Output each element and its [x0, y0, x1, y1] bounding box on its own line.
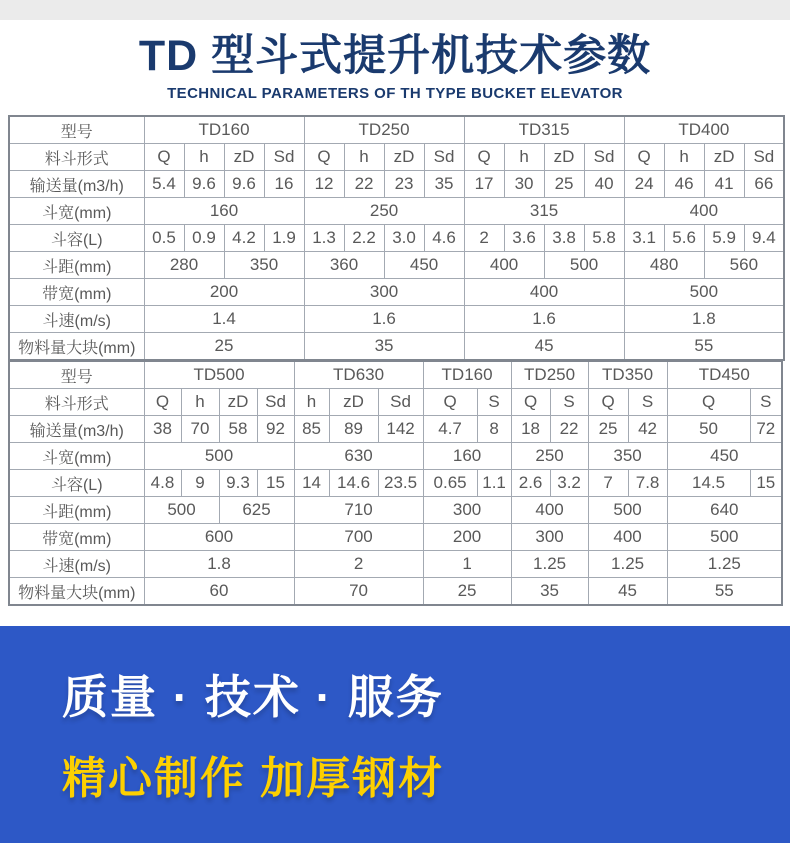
data-cell: 3.0: [384, 225, 424, 252]
data-cell: 0.9: [184, 225, 224, 252]
data-cell: 1.6: [464, 306, 624, 333]
data-cell: 1.25: [667, 551, 782, 578]
table-row: [9, 470, 782, 497]
row-label-cell: 斗速(m/s): [9, 306, 144, 333]
data-cell: 38: [144, 416, 181, 443]
data-cell: 300: [304, 279, 464, 306]
data-cell: h: [294, 389, 329, 416]
data-cell: zD: [704, 144, 744, 171]
spec-table-section: [8, 115, 782, 606]
row-label-cell: 斗距(mm): [9, 252, 144, 279]
data-cell: 400: [511, 497, 588, 524]
row-label-cell: 斗容(L): [9, 225, 144, 252]
row-label-cell: 斗容(L): [9, 470, 144, 497]
data-cell: 500: [624, 279, 784, 306]
data-cell: Q: [464, 144, 504, 171]
data-cell: 85: [294, 416, 329, 443]
data-cell: Sd: [378, 389, 423, 416]
data-cell: TD500: [144, 361, 294, 389]
row-label-cell: 料斗形式: [9, 144, 144, 171]
data-cell: 400: [624, 198, 784, 225]
data-cell: 3.8: [544, 225, 584, 252]
data-cell: Q: [667, 389, 750, 416]
spec-table-block: [8, 360, 783, 606]
data-cell: 560: [704, 252, 784, 279]
data-cell: 14.5: [667, 470, 750, 497]
data-cell: TD250: [304, 116, 464, 144]
data-cell: Sd: [744, 144, 784, 171]
table-row: [9, 306, 784, 333]
data-cell: 500: [588, 497, 667, 524]
data-cell: 72: [750, 416, 782, 443]
data-cell: 22: [344, 171, 384, 198]
data-cell: 3.1: [624, 225, 664, 252]
banner-slogan-quality: 质量 · 技术 · 服务: [62, 671, 444, 724]
data-cell: 35: [304, 333, 464, 361]
data-cell: 700: [294, 524, 423, 551]
data-cell: 600: [144, 524, 294, 551]
data-cell: 500: [144, 497, 219, 524]
data-cell: 160: [423, 443, 511, 470]
table-row: [9, 416, 782, 443]
data-cell: 1: [423, 551, 511, 578]
data-cell: 350: [588, 443, 667, 470]
data-cell: 500: [667, 524, 782, 551]
table-row: [9, 524, 782, 551]
page-title: TD 型斗式提升机技术参数: [138, 32, 652, 80]
data-cell: 66: [744, 171, 784, 198]
data-cell: 24: [624, 171, 664, 198]
data-cell: 1.9: [264, 225, 304, 252]
data-cell: 400: [464, 279, 624, 306]
row-label-cell: 料斗形式: [9, 389, 144, 416]
data-cell: 315: [464, 198, 624, 225]
data-cell: 400: [464, 252, 544, 279]
data-cell: zD: [544, 144, 584, 171]
data-cell: 1.1: [477, 470, 511, 497]
data-cell: 25: [544, 171, 584, 198]
data-cell: 45: [464, 333, 624, 361]
data-cell: zD: [224, 144, 264, 171]
data-cell: 55: [624, 333, 784, 361]
data-cell: 7: [588, 470, 628, 497]
data-cell: Q: [624, 144, 664, 171]
data-cell: 4.8: [144, 470, 181, 497]
data-cell: S: [550, 389, 588, 416]
data-cell: 9.6: [224, 171, 264, 198]
data-cell: 2.6: [511, 470, 550, 497]
table-row: [9, 116, 784, 144]
data-cell: h: [504, 144, 544, 171]
data-cell: 625: [219, 497, 294, 524]
data-cell: 710: [294, 497, 423, 524]
data-cell: 1.25: [588, 551, 667, 578]
table-row: [9, 171, 784, 198]
data-cell: 1.8: [624, 306, 784, 333]
row-label-cell: 带宽(mm): [9, 524, 144, 551]
data-cell: 250: [304, 198, 464, 225]
data-cell: 5.9: [704, 225, 744, 252]
row-label-cell: 物料量大块(mm): [9, 578, 144, 606]
data-cell: 4.7: [423, 416, 477, 443]
table-row: [9, 333, 784, 361]
spec-table-block: [8, 115, 785, 361]
data-cell: 70: [294, 578, 423, 606]
data-cell: zD: [219, 389, 257, 416]
data-cell: 42: [628, 416, 667, 443]
table-row: [9, 551, 782, 578]
data-cell: 4.6: [424, 225, 464, 252]
data-cell: 35: [424, 171, 464, 198]
data-cell: h: [344, 144, 384, 171]
data-cell: 46: [664, 171, 704, 198]
bottom-banner: [0, 626, 790, 843]
data-cell: 360: [304, 252, 384, 279]
data-cell: Sd: [584, 144, 624, 171]
data-cell: 142: [378, 416, 423, 443]
data-cell: 3.2: [550, 470, 588, 497]
table-row: [9, 252, 784, 279]
data-cell: 23.5: [378, 470, 423, 497]
data-cell: 14.6: [329, 470, 378, 497]
data-cell: 400: [588, 524, 667, 551]
data-cell: h: [184, 144, 224, 171]
table-row: [9, 578, 782, 606]
data-cell: 9: [181, 470, 219, 497]
data-cell: Q: [588, 389, 628, 416]
data-cell: 300: [511, 524, 588, 551]
data-cell: 630: [294, 443, 423, 470]
data-cell: zD: [329, 389, 378, 416]
data-cell: TD630: [294, 361, 423, 389]
row-label-cell: 斗距(mm): [9, 497, 144, 524]
banner-slogan-material: 精心制作 加厚钢材: [62, 753, 445, 803]
data-cell: 17: [464, 171, 504, 198]
data-cell: 92: [257, 416, 294, 443]
data-cell: 1.3: [304, 225, 344, 252]
data-cell: Sd: [264, 144, 304, 171]
data-cell: 70: [181, 416, 219, 443]
data-cell: 2: [464, 225, 504, 252]
data-cell: 0.65: [423, 470, 477, 497]
data-cell: 8: [477, 416, 511, 443]
row-label-cell: 斗宽(mm): [9, 443, 144, 470]
data-cell: 16: [264, 171, 304, 198]
data-cell: 450: [667, 443, 782, 470]
data-cell: 60: [144, 578, 294, 606]
table-row: [9, 144, 784, 171]
table-row: [9, 389, 782, 416]
data-cell: 5.6: [664, 225, 704, 252]
data-cell: 640: [667, 497, 782, 524]
data-cell: 0.5: [144, 225, 184, 252]
data-cell: h: [664, 144, 704, 171]
data-cell: 4.2: [224, 225, 264, 252]
data-cell: Sd: [424, 144, 464, 171]
data-cell: 200: [423, 524, 511, 551]
data-cell: 23: [384, 171, 424, 198]
data-cell: S: [750, 389, 782, 416]
table-row: [9, 279, 784, 306]
data-cell: 160: [144, 198, 304, 225]
data-cell: zD: [384, 144, 424, 171]
data-cell: Sd: [257, 389, 294, 416]
data-cell: 12: [304, 171, 344, 198]
data-cell: 35: [511, 578, 588, 606]
data-cell: Q: [511, 389, 550, 416]
data-cell: TD315: [464, 116, 624, 144]
data-cell: 15: [257, 470, 294, 497]
data-cell: Q: [423, 389, 477, 416]
top-strip: [0, 0, 790, 20]
data-cell: 7.8: [628, 470, 667, 497]
data-cell: 300: [423, 497, 511, 524]
data-cell: TD160: [144, 116, 304, 144]
data-cell: 30: [504, 171, 544, 198]
data-cell: 2: [294, 551, 423, 578]
data-cell: 9.4: [744, 225, 784, 252]
row-label-cell: 输送量(m3/h): [9, 171, 144, 198]
table-row: [9, 497, 782, 524]
data-cell: 2.2: [344, 225, 384, 252]
data-cell: TD250: [511, 361, 588, 389]
data-cell: 9.3: [219, 470, 257, 497]
row-label-cell: 型号: [9, 361, 144, 389]
row-label-cell: 型号: [9, 116, 144, 144]
table-row: [9, 198, 784, 225]
row-label-cell: 斗宽(mm): [9, 198, 144, 225]
data-cell: 40: [584, 171, 624, 198]
data-cell: 350: [224, 252, 304, 279]
data-cell: TD160: [423, 361, 511, 389]
data-cell: Q: [304, 144, 344, 171]
data-cell: 9.6: [184, 171, 224, 198]
data-cell: 280: [144, 252, 224, 279]
data-cell: 55: [667, 578, 782, 606]
data-cell: 1.8: [144, 551, 294, 578]
row-label-cell: 物料量大块(mm): [9, 333, 144, 361]
data-cell: 25: [588, 416, 628, 443]
page-subtitle: TECHNICAL PARAMETERS OF TH TYPE BUCKET ELEVATOR: [167, 85, 623, 103]
data-cell: TD400: [624, 116, 784, 144]
row-label-cell: 输送量(m3/h): [9, 416, 144, 443]
data-cell: S: [628, 389, 667, 416]
data-cell: S: [477, 389, 511, 416]
data-cell: 1.4: [144, 306, 304, 333]
data-cell: h: [181, 389, 219, 416]
data-cell: Q: [144, 389, 181, 416]
data-cell: 5.4: [144, 171, 184, 198]
table-row: [9, 225, 784, 252]
data-cell: 500: [144, 443, 294, 470]
data-cell: 14: [294, 470, 329, 497]
data-cell: TD450: [667, 361, 782, 389]
data-cell: 22: [550, 416, 588, 443]
data-cell: 3.6: [504, 225, 544, 252]
data-cell: 15: [750, 470, 782, 497]
table-row: [9, 443, 782, 470]
row-label-cell: 带宽(mm): [9, 279, 144, 306]
data-cell: 1.25: [511, 551, 588, 578]
data-cell: Q: [144, 144, 184, 171]
data-cell: 1.6: [304, 306, 464, 333]
data-cell: 18: [511, 416, 550, 443]
row-label-cell: 斗速(m/s): [9, 551, 144, 578]
table-row: [9, 361, 782, 389]
data-cell: 58: [219, 416, 257, 443]
data-cell: 250: [511, 443, 588, 470]
data-cell: 41: [704, 171, 744, 198]
data-cell: 5.8: [584, 225, 624, 252]
data-cell: 25: [144, 333, 304, 361]
data-cell: TD350: [588, 361, 667, 389]
data-cell: 45: [588, 578, 667, 606]
data-cell: 480: [624, 252, 704, 279]
data-cell: 200: [144, 279, 304, 306]
data-cell: 25: [423, 578, 511, 606]
data-cell: 500: [544, 252, 624, 279]
data-cell: 50: [667, 416, 750, 443]
data-cell: 450: [384, 252, 464, 279]
data-cell: 89: [329, 416, 378, 443]
